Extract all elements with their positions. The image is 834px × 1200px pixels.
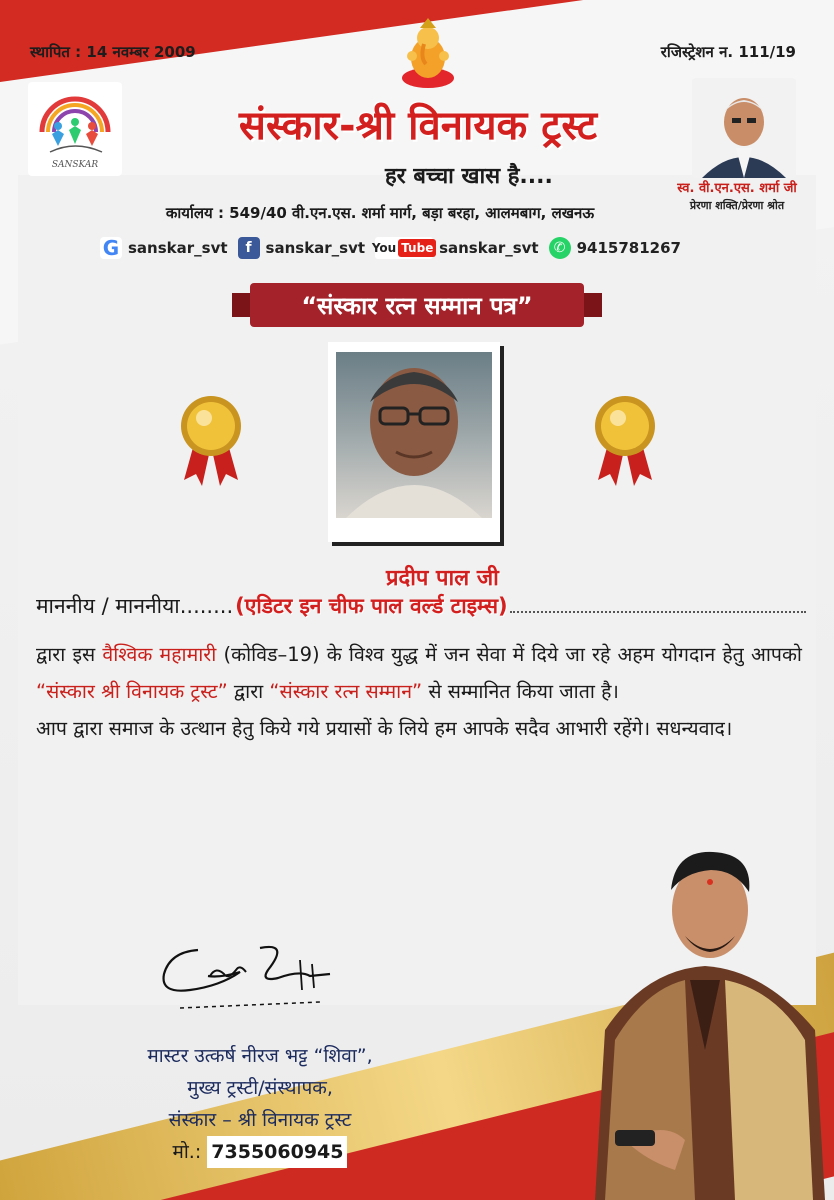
signatory-title: मुख्य ट्रस्टी/संस्थापक, [187,1077,333,1099]
medal-icon [176,394,246,490]
facebook-handle: sanskar_svt [265,239,366,257]
facebook-icon: f [238,237,260,259]
award-title: “संस्कार रत्न सम्मान पत्र” [250,283,584,327]
highlight-trust: “संस्कार श्री विनायक ट्रस्ट” [36,680,228,703]
logo-emblem-icon [28,82,122,162]
founder-name: स्व. वी.एन.एस. शर्मा जी [677,181,797,196]
social-links [100,234,681,262]
medal-icon [590,394,660,490]
ganesha-icon [398,18,458,92]
highlight-pandemic: वैश्विक महामारी [102,643,217,666]
body-paragraph-2: आप द्वारा समाज के उत्थान हेतु किये गये प्रयासों के लिये हम आपके सदैव आभारी रहेंगे। सधन्यवाद। [36,717,733,740]
youtube-handle: sanskar_svt [439,239,539,257]
recipient-designation: (एडिटर इन चीफ पाल वर्ल्ड टाइम्स) [235,594,508,618]
facebook-link[interactable] [238,237,366,259]
highlight-award: “संस्कार रत्न सम्मान” [269,680,423,703]
award-banner [232,283,602,327]
whatsapp-number: 9415781267 [576,239,681,257]
office-address: कार्यालय : 549/40 वी.एन.एस. शर्मा मार्ग, बड़ा बरहा, आलमबाग, लखनऊ [165,204,595,222]
signature-icon [150,930,350,1010]
signatory-name: मास्टर उत्कर्ष नीरज भट्ट “शिवा”, [147,1045,373,1067]
whatsapp-icon: ✆ [549,237,571,259]
honorific-line [36,592,806,620]
google-icon: G [100,237,122,259]
youtube-link[interactable] [371,237,539,259]
whatsapp-link[interactable] [549,237,681,259]
tagline: हर बच्चा खास है.... [385,164,553,189]
logo-text: SANSKAR [51,160,99,170]
honorific-label: माननीय / माननीया........ [36,594,234,618]
sanskar-logo [28,82,122,176]
youtube-icon: You Tube [375,237,433,259]
signatory-block [70,1040,450,1168]
trustee-photo [585,840,825,1200]
dotted-line [510,611,806,613]
founder-role: प्रेरणा शक्ति/प्रेरणा श्रोत [689,199,785,212]
mobile-label: मो.: [172,1141,202,1163]
recipient-photo [336,352,492,518]
mobile-number: 7355060945 [207,1136,347,1168]
signatory-mobile [70,1136,450,1168]
google-link[interactable] [100,237,228,259]
certificate-body: द्वारा इस वैश्विक महामारी (कोविड–19) के विश्व युद्ध में जन सेवा में दिये जा रहे अहम योगदान हेतु आपको “संस्कार श्री विनायक ट्रस्ट” द्वारा “संस्कार रत्न सम्मान” से सम्मानित किया जाता है। आप द्वारा समाज के उत्थान हेतु किये गये प्रयासों के लिये हम आपके सदैव आभारी रहेंगे। सधन्यवाद। [36,643,802,740]
google-handle: sanskar_svt [128,239,228,257]
established-date: स्थापित : 14 नवम्बर 2009 [30,43,196,61]
registration-number: रजिस्ट्रेशन न. 111/19 [660,43,796,61]
trust-title: संस्कार-श्री विनायक ट्रस्ट [238,103,598,149]
founder-photo [692,78,796,178]
signatory-org: संस्कार – श्री विनायक ट्रस्ट [168,1109,352,1131]
recipient-photo-frame [328,342,500,542]
recipient-name: प्रदीप पाल जी [386,566,499,591]
